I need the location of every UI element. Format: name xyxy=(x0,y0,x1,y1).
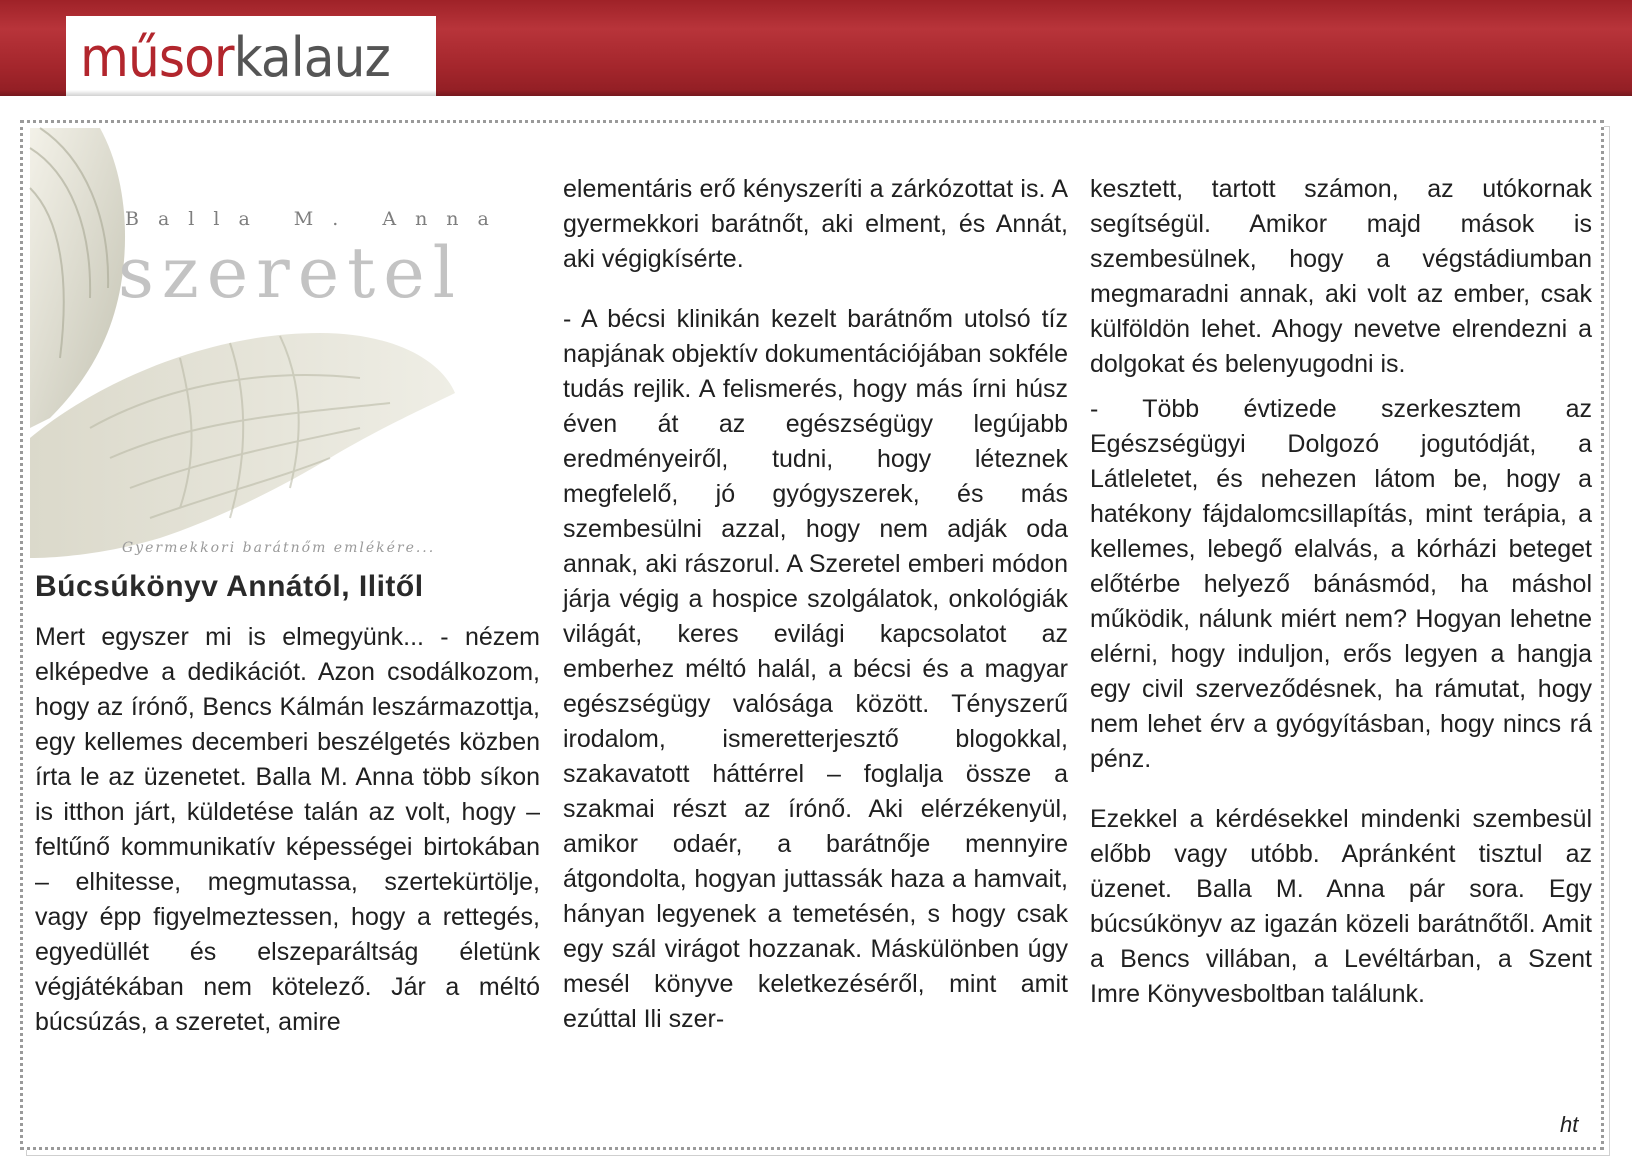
article-column-3 xyxy=(1090,172,1592,1012)
article-heading: Búcsúkönyv Annától, Ilitől xyxy=(35,570,424,603)
paragraph: elementáris erő kényszeríti a zárkózottat is. A gyermekkori barátnőt, aki elment, és Annát, aki végigkísérte. xyxy=(563,175,1068,273)
logo-box xyxy=(66,16,436,96)
upper-wing xyxy=(30,128,125,428)
cover-subtitle: Gyermekkori barátnőm emlékére... xyxy=(122,540,436,556)
paragraph-gap xyxy=(1090,777,1592,802)
header-bar xyxy=(0,0,1632,96)
paragraph-gap xyxy=(1090,382,1592,392)
book-cover xyxy=(30,128,508,568)
cover-author: Balla M. Anna xyxy=(125,208,508,230)
logo[interactable] xyxy=(80,26,390,90)
paragraph: - Több évtizede szerkesztem az Egészségügyi Dolgozó jogutódját, a Látleletet, és nehezen látom be, hogy a hatékony fájdalomcsillapítás, mint terápia, a kellemes, lebegő elalvás, a kórházi beteget előtérbe helyező bánásmód, ha máshol működik, nálunk miért nem? Hogyan lehetne elérni, hogy induljon, erős legyen a hangja egy civil szerveződésnek, ha rámutat, hogy nem lehet érv a gyógyításban, hogy nincs rá pénz. xyxy=(1090,395,1592,773)
cover-title: szeretel xyxy=(118,232,464,314)
paragraph: Mert egyszer mi is elmegyünk... - nézem elképedve a dedikációt. Azon csodálkozom, hogy az írónő, Bencs Kálmán leszármazottja, egy kellemes decemberi beszélgetés közben írta le az üzenetet. Balla M. Anna több síkon is itthon járt, küldetése talán az volt, hogy – feltűnő kommunikatív képességei birtokában – elhitesse, megmutassa, szertekürtölje, vagy épp figyelmeztessen, hogy a rettegés, egyedüllét és elszeparáltság életünk végjátékában nem kötelező. Jár a méltó búcsúzás, a szeretet, amire xyxy=(35,623,540,1036)
author-signature: ht xyxy=(1560,1112,1579,1137)
logo-part-kalauz: kalauz xyxy=(233,26,390,89)
paragraph-gap xyxy=(563,277,1068,302)
paragraph: kesztett, tartott számon, az utókornak segítségül. Amikor majd mások is szembesülnek, hogy a végstádiumban megmaradni annak, aki volt az ember, csak külföldön lehet. Ahogy nevetve elrendezni a dolgokat és belenyugodni is. xyxy=(1090,175,1592,378)
article-column-1 xyxy=(35,620,540,1040)
paragraph: - A bécsi klinikán kezelt barátnőm utolsó tíz napjának objektív dokumentációjában sokféle tudás rejlik. A felismerés, hogy más írni húsz éven át az egészségügy legújabb eredményeiről, tudni, hogy léteznek megfelelő, jó gyógyszerek, és más szembesülni azzal, hogy nem adják oda annak, aki rászorul. A Szeretel emberi módon járja végig a hospice szolgálatok, onkológiák világát, keres evilági kapcsolatot az emberhez méltó halál, a bécsi és a magyar egészségügy valósága között. Tényszerű irodalom, ismeretterjesztő blogokkal, szakavatott háttérrel – foglalja össze a szakmai részt az írónő. Aki elérzékenyül, amikor odaér, a barátnője mennyire átgondolta, hogyan juttassák haza a hamvait, hányan legyenek a temetésén, s hogy csak egy szál virágot hozzanak. Máskülönben úgy mesél könyve keletkezéséről, mint amit ezúttal Ili szer- xyxy=(563,305,1068,1033)
angel-wing-illustration xyxy=(30,128,462,568)
article-column-2 xyxy=(563,172,1068,1037)
paragraph: Ezekkel a kérdésekkel mindenki szembesül előbb vagy utóbb. Apránként tisztul az üzenet. Balla M. Anna pár sora. Egy búcsúkönyv az igazán közeli barátnőtől. Amit a Bencs villában, a Levéltárban, a Szent Imre Könyvesboltban találunk. xyxy=(1090,805,1592,1008)
logo-part-musor: műsor xyxy=(80,26,234,89)
